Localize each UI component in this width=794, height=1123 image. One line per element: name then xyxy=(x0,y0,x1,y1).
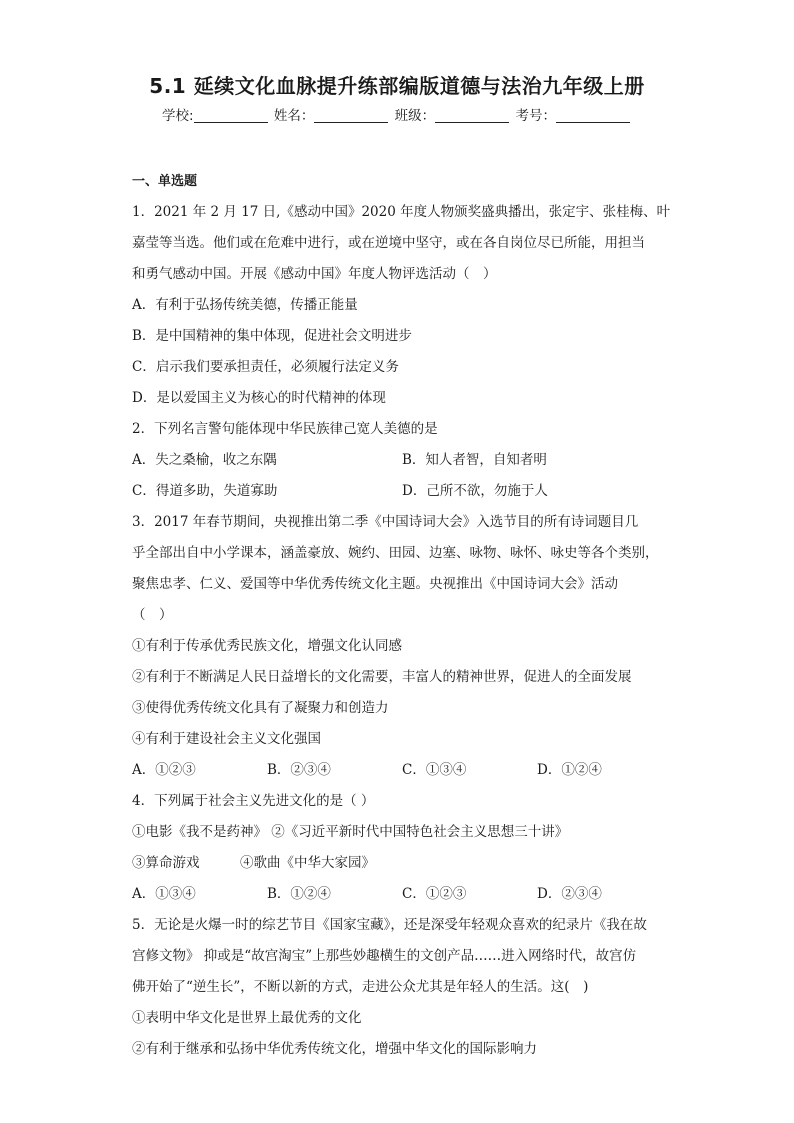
question-3-statement: ③使得优秀传统文化具有了凝聚力和创造力 xyxy=(132,700,389,716)
question-2-options-row xyxy=(132,476,672,507)
question-1-option-a: A．有利于弘扬传统美德，传播正能量 xyxy=(132,297,358,313)
question-4-statement: ③算命游戏 ④歌曲《中华大家园》 xyxy=(132,855,375,871)
question-1-option-c: C．启示我们要承担责任，必须履行法定义务 xyxy=(132,359,399,375)
question-4-option-b: B．①②④ xyxy=(267,886,331,902)
question-3-line: （ ） xyxy=(132,607,173,623)
question-3-option-c: C．①③④ xyxy=(402,762,467,778)
question-2-options-row xyxy=(132,445,672,476)
question-3-line: 3．2017 年春节期间，央视推出第二季《中国诗词大会》入选节目的所有诗词题目几 xyxy=(132,514,639,530)
question-1-line: 嘉莹等当选。他们或在危难中进行，或在逆境中坚守，或在各自岗位尽已所能，用担当 xyxy=(132,235,645,251)
exam-number-blank[interactable] xyxy=(556,108,630,123)
question-2-line: 2．下列名言警句能体现中华民族律己宽人美德的是 xyxy=(132,421,438,437)
question-1-line: 和勇气感动中国。开展《感动中国》年度人物评选活动（ ） xyxy=(132,266,497,282)
class-label: 班级： xyxy=(394,108,436,124)
question-5-statement: ①表明中华文化是世界上最优秀的文化 xyxy=(132,1010,362,1026)
question-3-option-b: B．②③④ xyxy=(267,762,331,778)
question-3-option-a: A．①②③ xyxy=(132,762,196,778)
question-1-option-b: B．是中国精神的集中体现，促进社会文明进步 xyxy=(132,328,412,344)
question-5-line: 宫修文物》 抑或是“故宫淘宝”上那些妙趣横生的文创产品……进入网络时代，故宫仿 xyxy=(132,948,637,964)
question-4-option-c: C．①②③ xyxy=(402,886,467,902)
question-2-option-b: B．知人者智，自知者明 xyxy=(402,452,547,468)
question-3-statement: ①有利于传承优秀民族文化，增强文化认同感 xyxy=(132,638,402,654)
student-info-row xyxy=(0,104,794,124)
question-3-statement: ②有利于不断满足人民日益增长的文化需要，丰富人的精神世界，促进人的全面发展 xyxy=(132,669,632,685)
question-4-option-d: D．②③④ xyxy=(537,886,602,902)
question-1-option-d: D．是以爱国主义为核心的时代精神的体现 xyxy=(132,390,386,406)
question-content xyxy=(132,166,672,1065)
question-4-option-a: A．①③④ xyxy=(132,886,196,902)
question-2-option-d: D．己所不欲，勿施于人 xyxy=(402,483,548,499)
school-label: 学校: xyxy=(162,108,194,124)
question-1-line: 1．2021 年 2 月 17 日,《感动中国》2020 年度人物颁奖盛典播出，张定宇、张桂梅、叶 xyxy=(132,204,671,220)
question-4-options-row xyxy=(132,879,672,910)
exam-number-label: 考号： xyxy=(515,108,556,124)
class-blank[interactable] xyxy=(435,108,509,123)
question-4-statement: ①电影《我不是药神》 ②《习近平新时代中国特色社会主义思想三十讲》 xyxy=(132,824,569,840)
name-label: 姓名： xyxy=(273,108,315,124)
question-2-option-a: A．失之桑榆，收之东隅 xyxy=(132,452,277,468)
question-4-line: 4．下列属于社会主义先进文化的是（ ） xyxy=(132,793,375,809)
section-title: 一、单选题 xyxy=(132,174,198,189)
question-3-statement: ④有利于建设社会主义文化强国 xyxy=(132,731,321,747)
name-blank[interactable] xyxy=(314,108,388,123)
question-3-option-d: D．①②④ xyxy=(537,762,602,778)
question-3-options-row xyxy=(132,755,672,786)
question-5-statement: ②有利于继承和弘扬中华优秀传统文化，增强中华文化的国际影响力 xyxy=(132,1041,537,1057)
question-5-line: 5．无论是火爆一时的综艺节目《国家宝藏》，还是深受年轻观众喜欢的纪录片《我在故 xyxy=(132,917,647,933)
school-blank[interactable] xyxy=(194,108,268,123)
question-5-line: 佛开始了“逆生长”，不断以新的方式，走进公众尤其是年轻人的生活。这( ) xyxy=(132,979,589,995)
question-2-option-c: C．得道多助，失道寡助 xyxy=(132,483,278,499)
question-3-line: 乎全部出自中小学课本，涵盖豪放、婉约、田园、边塞、咏物、咏怀、咏史等各个类别， xyxy=(132,545,659,561)
exam-title: 5.1 延续文化血脉提升练部编版道德与法治九年级上册 xyxy=(149,74,645,98)
question-3-line: 聚焦忠孝、仁义、爱国等中华优秀传统文化主题。央视推出《中国诗词大会》活动 xyxy=(132,576,618,592)
